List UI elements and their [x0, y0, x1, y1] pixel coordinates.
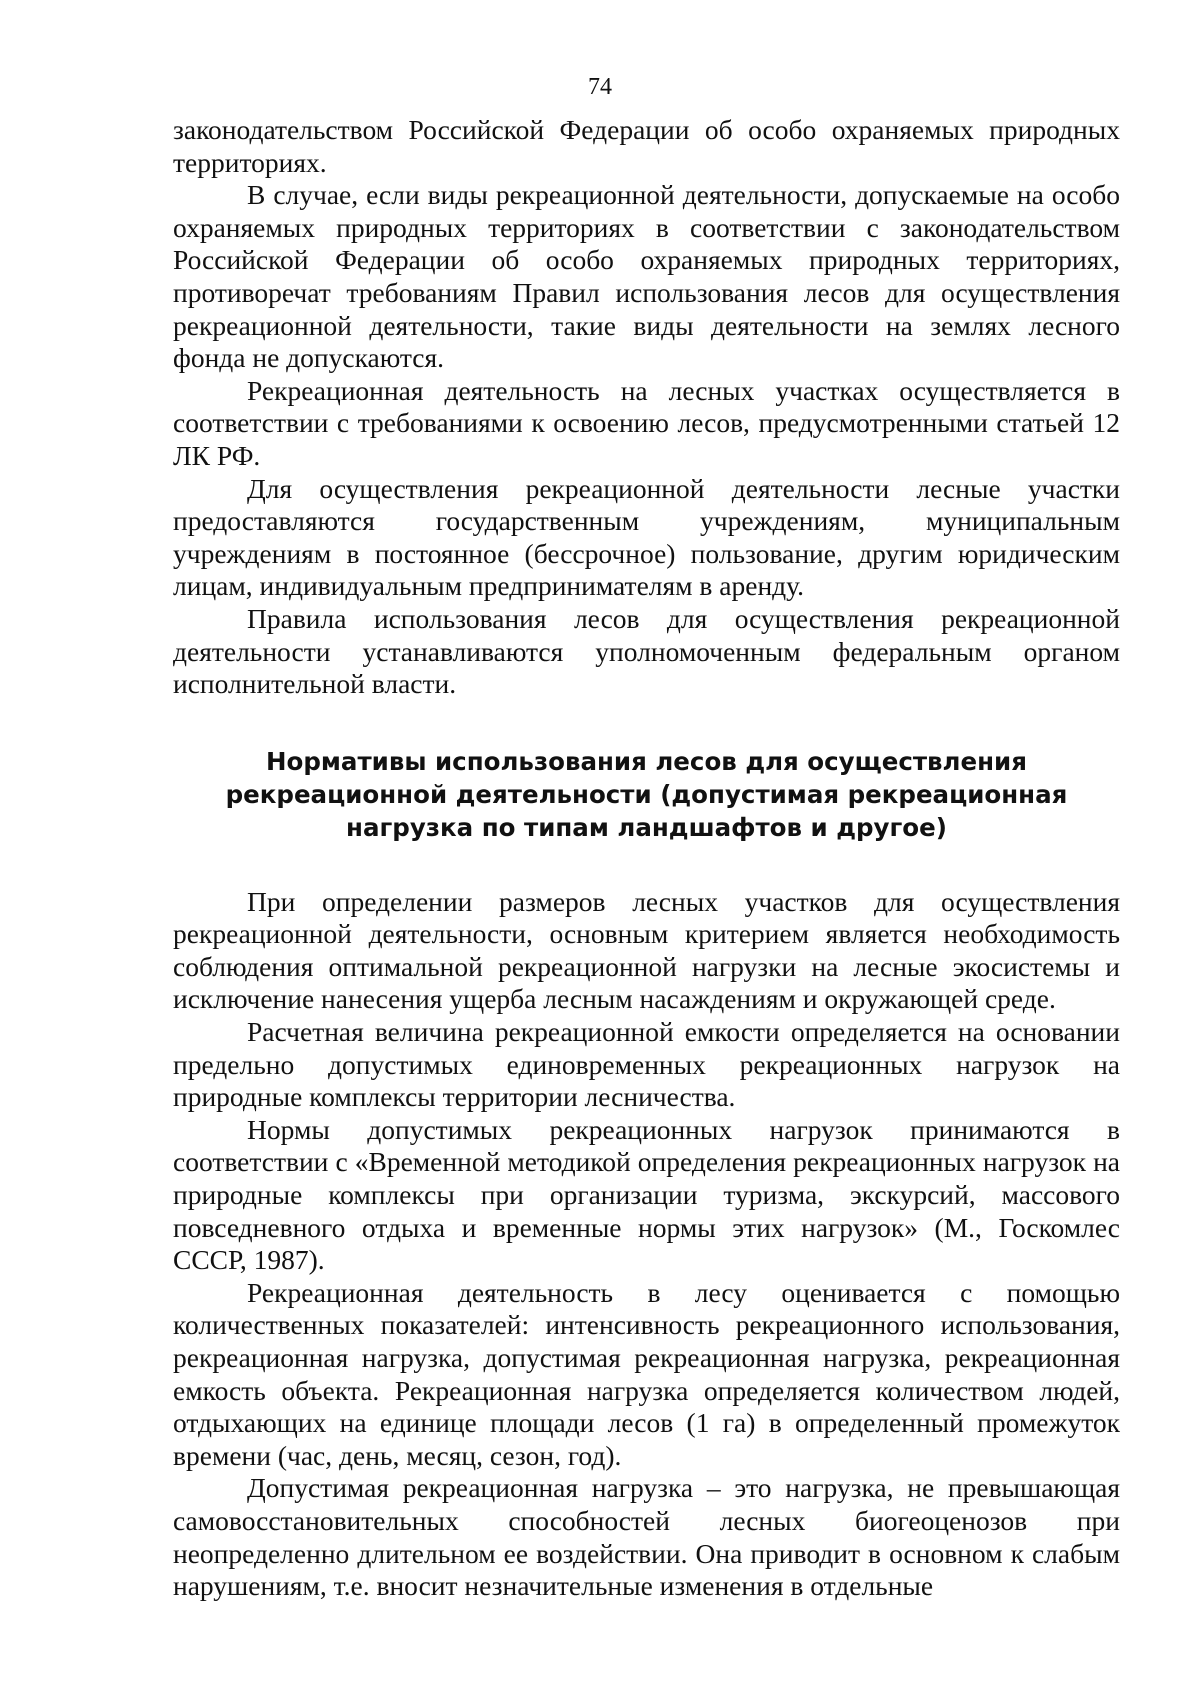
section-heading: [173, 745, 1120, 844]
paragraph-continuation: законодательством Российской Федерации об особо охраняемых природных территориях.: [173, 114, 1120, 178]
paragraph: Правила использования лесов для осуществления рекреационной деятельности устанавливаются уполномоченным федеральным органом исполнительной власти.: [173, 602, 1120, 700]
section-heading-line: рекреационной деятельности (допустимая рекреационная: [225, 779, 1068, 809]
paragraph: При определении размеров лесных участков для осуществления рекреационной деятельности, основным критерием является необходимость соблюдения оптимальной рекреационной нагрузки на лесные экосистемы и исключение нанесения ущерба лесным насаждениям и окружающей среде.: [173, 885, 1120, 1015]
page-body: [173, 114, 1120, 1603]
paragraph-continued: Допустимая рекреационная нагрузка – это нагрузка, не превышающая самовосстановительных способностей лесных биогеоценозов при неопределенно длительном ее воздействии. Она приводит в основном к слабым нарушениям, т.е. вносит незначительные изменения в отдельные: [173, 1472, 1120, 1602]
paragraph: Нормы допустимых рекреационных нагрузок принимаются в соответствии с «Временной методикой определения рекреационных нагрузок на природные комплексы при организации туризма, экскурсий, массового повседневного отдыха и временные нормы этих нагрузок» (М., Госкомлес СССР, 1987).: [173, 1113, 1120, 1276]
section-heading-line: Нормативы использования лесов для осуществления: [266, 746, 1027, 776]
section-heading-line: нагрузка по типам ландшафтов и другое): [346, 812, 947, 842]
paragraph: Рекреационная деятельность на лесных участках осуществляется в соответствии с требованиями к освоению лесов, предусмотренными статьей 12 ЛК РФ.: [173, 374, 1120, 471]
page-number: 74: [588, 74, 612, 100]
paragraph: Для осуществления рекреационной деятельности лесные участки предоставляются государственным учреждениям, муниципальным учреждениям в постоянное (бессрочное) пользование, другим юридическим лицам, индивидуальным предпринимателям в аренду.: [173, 472, 1120, 602]
paragraph: Рекреационная деятельность в лесу оценивается с помощью количественных показателей: интенсивность рекреационного использования, рекреационная нагрузка, допустимая рекреационная нагрузка, рекреационная емкость объекта. Рекреационная нагрузка определяется количеством людей, отдыхающих на единице площади лесов (1 га) в определенный промежуток времени (час, день, месяц, сезон, год).: [173, 1276, 1120, 1471]
paragraph: В случае, если виды рекреационной деятельности, допускаемые на особо охраняемых природных территориях в соответствии с законодательством Российской Федерации об особо охраняемых природных территориях, противоречат требованиям Правил использования лесов для осуществления рекреационной деятельности, такие виды деятельности на землях лесного фонда не допускаются.: [173, 179, 1120, 374]
paragraph: Расчетная величина рекреационной емкости определяется на основании предельно допустимых единовременных рекреационных нагрузок на природные комплексы территории лесничества.: [173, 1016, 1120, 1113]
